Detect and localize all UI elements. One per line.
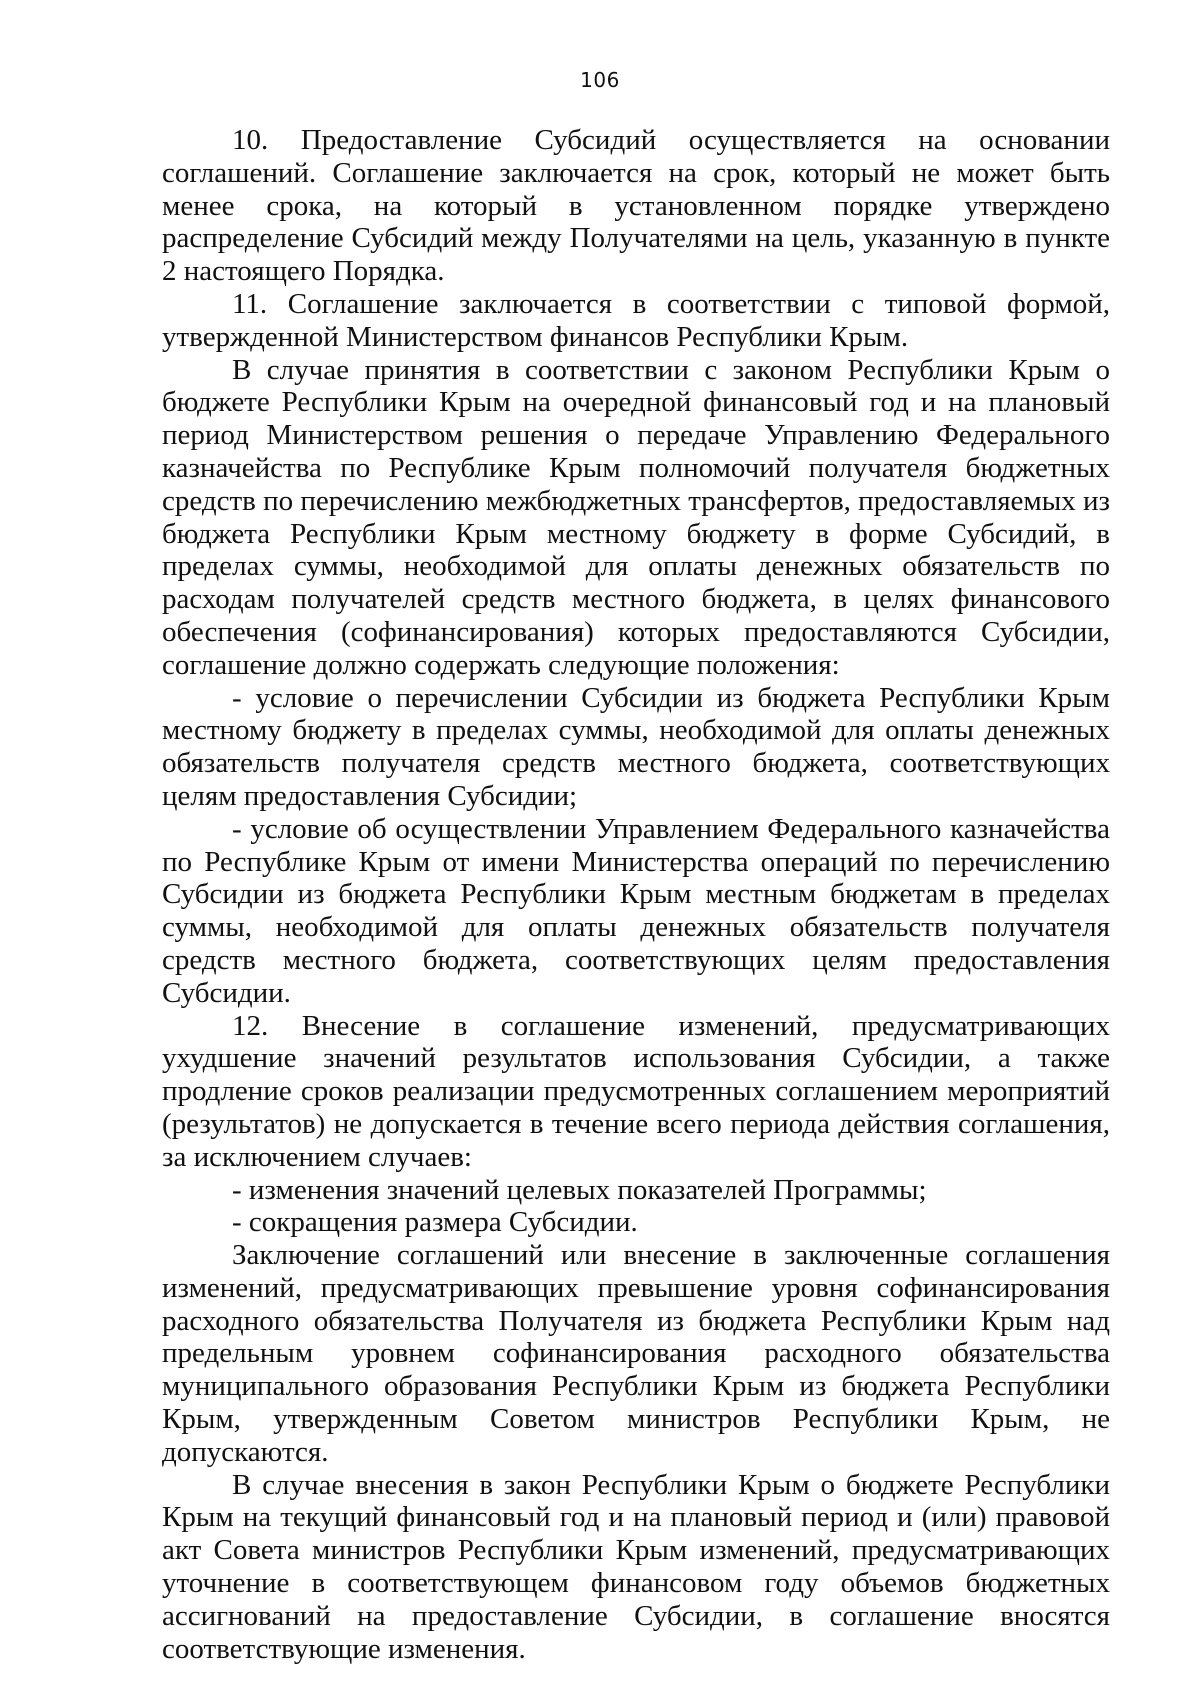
paragraph-11: 11. Соглашение заключается в соответствии с типовой формой, утвержденной Министерством финансов Республики Крым. (162, 287, 1110, 353)
list-item-condition-2: - условие об осуществлении Управлением Федерального казначейства по Республике Крым от имени Министерства операций по перечислению Субсидии из бюджета Республики Крым местным бюджетам в пределах суммы, необходимой для оплаты денежных обязательств получателя средств местного бюджета, соответствующих целям предоставления Субсидии. (162, 812, 1110, 1009)
paragraph-12: 12. Внесение в соглашение изменений, предусматривающих ухудшение значений результатов использования Субсидии, а также продление сроков реализации предусмотренных соглашением мероприятий (результатов) не допускается в течение всего периода действия соглашения, за исключением случаев: (162, 1009, 1110, 1173)
document-body (162, 124, 1110, 1665)
list-item-condition-1: - условие о перечислении Субсидии из бюджета Республики Крым местному бюджету в пределах суммы, необходимой для оплаты денежных обязательств получателя средств местного бюджета, соответствующих целям предоставления Субсидии; (162, 681, 1110, 812)
paragraph-amendments: В случае внесения в закон Республики Крым о бюджете Республики Крым на текущий финансовый год и на плановый период и (или) правовой акт Совета министров Республики Крым изменений, предусматривающих уточнение в соответствующем финансовом году объемов бюджетных ассигнований на предоставление Субсидии, в соглашение вносятся соответствующие изменения. (162, 1468, 1110, 1665)
page-number: 106 (580, 68, 620, 92)
paragraph-cofinancing: Заключение соглашений или внесение в заключенные соглашения изменений, предусматривающих превышение уровня софинансирования расходного обязательства Получателя из бюджета Республики Крым над предельным уровнем софинансирования расходного обязательства муниципального образования Республики Крым из бюджета Республики Крым, утвержденным Советом министров Республики Крым, не допускаются. (162, 1239, 1110, 1468)
paragraph-budget-case: В случае принятия в соответствии с законом Республики Крым о бюджете Республики Крым на очередной финансовый год и на плановый период Министерством решения о передаче Управлению Федерального казначейства по Республике Крым полномочий получателя бюджетных средств по перечислению межбюджетных трансфертов, предоставляемых из бюджета Республики Крым местному бюджету в форме Субсидий, в пределах суммы, необходимой для оплаты денежных обязательств по расходам получателей средств местного бюджета, в целях финансового обеспечения (софинансирования) которых предоставляются Субсидии, соглашение должно содержать следующие положения: (162, 353, 1110, 681)
list-item-exception-2: - сокращения размера Субсидии. (232, 1206, 638, 1239)
list-item-exception-1: - изменения значений целевых показателей Программы; (232, 1173, 927, 1206)
paragraph-10: 10. Предоставление Субсидий осуществляется на основании соглашений. Соглашение заключается на срок, который не может быть менее срока, на который в установленном порядке утверждено распределение Субсидий между Получателями на цель, указанную в пункте 2 настоящего Порядка. (162, 124, 1110, 288)
